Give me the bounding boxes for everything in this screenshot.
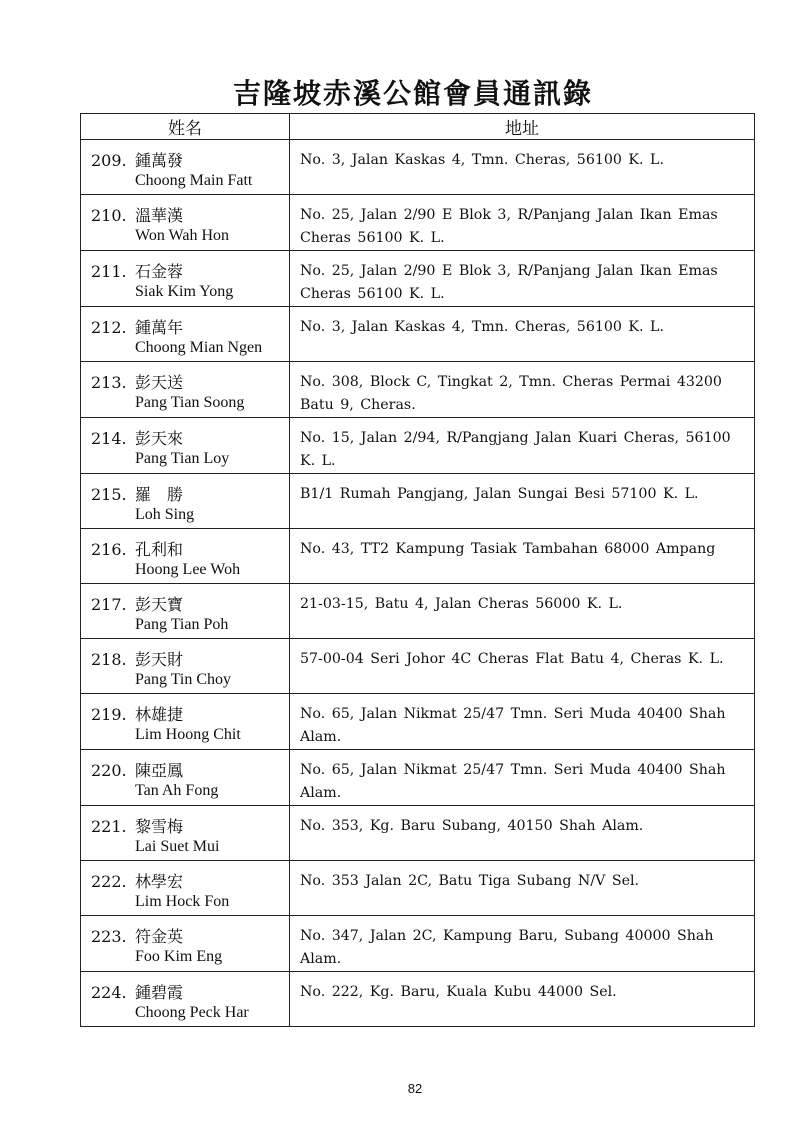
table-row [81, 916, 755, 972]
member-number: 216. [91, 540, 127, 559]
table-row [81, 861, 755, 916]
member-address: No. 65, Jalan Nikmat 25/47 Tmn. Seri Muda 40400 Shah Alam. [300, 762, 726, 801]
member-address: No. 15, Jalan 2/94, R/Pangjang Jalan Kuari Cheras, 56100 K. L. [300, 430, 731, 469]
member-english-name: Choong Peck Har [135, 1004, 249, 1021]
member-name-cell [81, 694, 290, 750]
member-address: No. 222, Kg. Baru, Kuala Kubu 44000 Sel. [300, 984, 617, 1000]
member-address: No. 353, Kg. Baru Subang, 40150 Shah Alam. [300, 818, 644, 834]
table-header-row [81, 114, 755, 140]
member-address: No. 353 Jalan 2C, Batu Tiga Subang N/V Sel. [300, 873, 640, 889]
member-chinese-name: 鍾萬發 [135, 151, 184, 170]
member-address-cell [290, 584, 755, 639]
member-chinese-name: 溫華漢 [135, 206, 184, 225]
member-address: No. 43, TT2 Kampung Tasiak Tambahan 68000 Ampang [300, 541, 716, 557]
member-english-name: Lim Hoong Chit [135, 726, 241, 743]
member-address-cell [290, 474, 755, 529]
page-title: 吉隆坡赤溪公館會員通訊錄 [232, 77, 593, 110]
member-english-name: Tan Ah Fong [135, 782, 219, 799]
member-english-name: Pang Tian Poh [135, 616, 229, 633]
member-chinese-name: 符金英 [135, 927, 184, 946]
member-number: 209. [91, 151, 127, 170]
table-row [81, 251, 755, 307]
member-address-cell [290, 694, 755, 750]
column-header-name: 姓名 [81, 114, 290, 140]
member-chinese-name: 羅 勝 [135, 485, 184, 504]
member-number: 217. [91, 595, 127, 614]
member-name-cell [81, 140, 290, 195]
member-address-cell [290, 916, 755, 972]
member-address-cell [290, 140, 755, 195]
table-row [81, 806, 755, 861]
member-address-cell [290, 362, 755, 418]
table-row [81, 694, 755, 750]
member-number: 224. [91, 983, 127, 1002]
member-number: 212. [91, 318, 127, 337]
member-name-cell [81, 861, 290, 916]
member-address-cell [290, 307, 755, 362]
member-address: No. 65, Jalan Nikmat 25/47 Tmn. Seri Muda 40400 Shah Alam. [300, 706, 726, 745]
member-name-cell [81, 750, 290, 806]
member-english-name: Choong Mian Ngen [135, 339, 263, 356]
member-chinese-name: 彭天送 [135, 373, 184, 392]
member-chinese-name: 彭天來 [135, 429, 184, 448]
member-number: 213. [91, 373, 127, 392]
member-address: No. 308, Block C, Tingkat 2, Tmn. Cheras Permai 43200 Batu 9, Cheras. [300, 374, 722, 413]
member-name-cell [81, 639, 290, 694]
member-number: 222. [91, 872, 127, 891]
member-english-name: Foo Kim Eng [135, 948, 223, 965]
member-english-name: Loh Sing [135, 506, 195, 523]
member-address-cell [290, 639, 755, 694]
table-row [81, 362, 755, 418]
member-chinese-name: 林學宏 [135, 872, 184, 891]
member-number: 219. [91, 705, 127, 724]
table-row [81, 529, 755, 584]
member-name-cell [81, 195, 290, 251]
member-english-name: Pang Tian Loy [135, 450, 230, 467]
member-english-name: Lim Hock Fon [135, 893, 230, 910]
member-address: B1/1 Rumah Pangjang, Jalan Sungai Besi 57100 K. L. [300, 486, 699, 502]
table-row [81, 140, 755, 195]
member-english-name: Lai Suet Mui [135, 838, 220, 855]
member-number: 210. [91, 206, 127, 225]
member-number: 214. [91, 429, 127, 448]
member-number: 221. [91, 817, 127, 836]
member-name-cell [81, 474, 290, 529]
member-address: No. 3, Jalan Kaskas 4, Tmn. Cheras, 56100 K. L. [300, 319, 664, 335]
table-row [81, 195, 755, 251]
member-address-cell [290, 195, 755, 251]
member-name-cell [81, 529, 290, 584]
member-name-cell [81, 972, 290, 1027]
member-chinese-name: 鍾碧霞 [135, 983, 184, 1002]
member-english-name: Won Wah Hon [135, 227, 230, 244]
member-chinese-name: 黎雪梅 [135, 817, 184, 836]
member-address: 57-00-04 Seri Johor 4C Cheras Flat Batu 4, Cheras K. L. [300, 651, 724, 667]
table-row [81, 474, 755, 529]
member-chinese-name: 彭天財 [135, 650, 184, 669]
member-address-cell [290, 418, 755, 474]
member-address: No. 25, Jalan 2/90 E Blok 3, R/Panjang Jalan Ikan Emas Cheras 56100 K. L. [300, 263, 718, 302]
member-english-name: Hoong Lee Woh [135, 561, 241, 578]
member-number: 220. [91, 761, 127, 780]
member-name-cell [81, 584, 290, 639]
member-name-cell [81, 251, 290, 307]
column-header-address: 地址 [290, 114, 755, 140]
member-name-cell [81, 307, 290, 362]
table-row [81, 639, 755, 694]
member-address-cell [290, 861, 755, 916]
member-address: No. 25, Jalan 2/90 E Blok 3, R/Panjang Jalan Ikan Emas Cheras 56100 K. L. [300, 207, 718, 246]
member-chinese-name: 林雄捷 [135, 705, 184, 724]
member-english-name: Pang Tin Choy [135, 671, 232, 688]
member-chinese-name: 彭天寶 [135, 595, 184, 614]
member-name-cell [81, 418, 290, 474]
member-name-cell [81, 916, 290, 972]
member-chinese-name: 陳亞鳳 [135, 761, 184, 780]
member-address-cell [290, 750, 755, 806]
member-chinese-name: 鍾萬年 [135, 318, 184, 337]
member-number: 223. [91, 927, 127, 946]
member-address: No. 3, Jalan Kaskas 4, Tmn. Cheras, 56100 K. L. [300, 152, 664, 168]
table-row [81, 584, 755, 639]
member-english-name: Siak Kim Yong [135, 283, 234, 300]
member-chinese-name: 孔利和 [135, 540, 184, 559]
member-address-cell [290, 251, 755, 307]
member-address: 21-03-15, Batu 4, Jalan Cheras 56000 K. L. [300, 596, 623, 612]
table-row [81, 307, 755, 362]
member-name-cell [81, 806, 290, 861]
member-name-cell [81, 362, 290, 418]
member-address-cell [290, 529, 755, 584]
member-address: No. 347, Jalan 2C, Kampung Baru, Subang 40000 Shah Alam. [300, 928, 714, 967]
member-number: 218. [91, 650, 127, 669]
member-directory-table [80, 113, 755, 1027]
member-address-cell [290, 972, 755, 1027]
table-row [81, 750, 755, 806]
member-english-name: Pang Tian Soong [135, 394, 245, 411]
page-number: 82 [407, 1081, 423, 1096]
member-address-cell [290, 806, 755, 861]
member-number: 211. [91, 262, 127, 281]
member-number: 215. [91, 485, 127, 504]
table-row [81, 418, 755, 474]
member-chinese-name: 石金蓉 [135, 262, 184, 281]
member-english-name: Choong Main Fatt [135, 172, 253, 189]
table-row [81, 972, 755, 1027]
